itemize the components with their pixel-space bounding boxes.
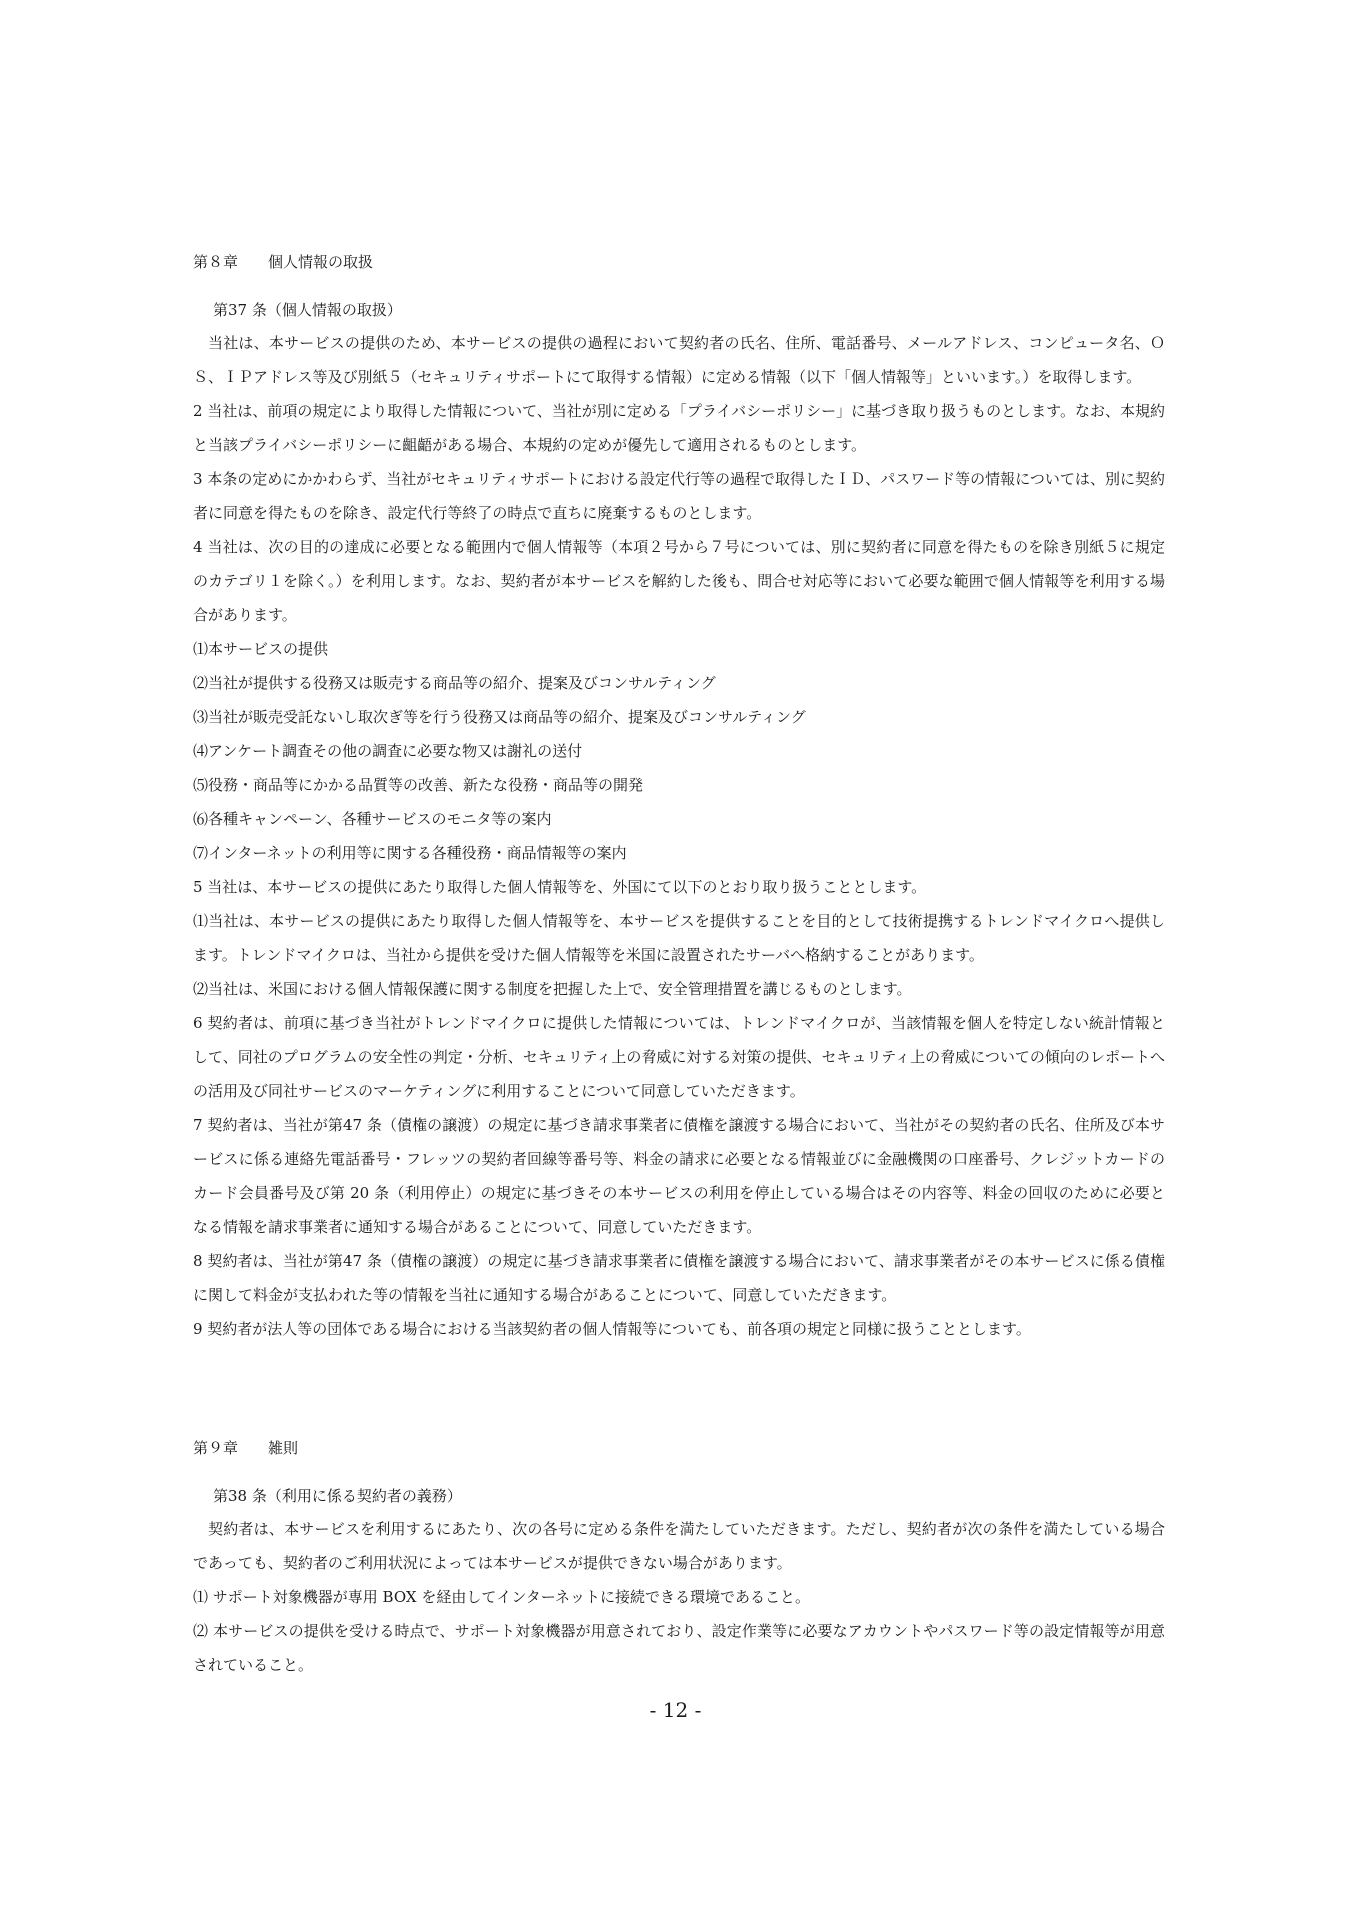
page-number: - 12 -: [649, 1698, 702, 1722]
list-item: ⑴ サポート対象機器が専用 BOX を経由してインターネットに接続できる環境であること。: [193, 1588, 810, 1606]
list-item: ⑴本サービスの提供: [193, 640, 329, 658]
paragraph: 9 契約者が法人等の団体である場合における当該契約者の個人情報等についても、前各項の規定と同様に扱うこととします。: [193, 1320, 1031, 1338]
list-item: ⑶当社が販売受託ないし取次ぎ等を行う役務又は商品等の紹介、提案及びコンサルティング: [193, 708, 806, 726]
list-item: ⑹各種キャンペーン、各種サービスのモニタ等の案内: [193, 810, 552, 828]
list-item: ⑺インターネットの利用等に関する各種役務・商品情報等の案内: [193, 844, 627, 862]
paragraph: 当社は、本サービスの提供のため、本サービスの提供の過程において契約者の氏名、住所、電話番号、メールアドレス、コンピュータ名、ＯＳ、ＩＰアドレス等及び別紙５（セキュリティサポートにて取得する情報）に定める情報（以下「個人情報等」といいます。）を取得します。: [193, 334, 1165, 386]
paragraph: 契約者は、本サービスを利用するにあたり、次の各号に定める条件を満たしていただきます。ただし、契約者が次の条件を満たしている場合であっても、契約者のご利用状況によっては本サービスが提供できない場合があります。: [193, 1520, 1165, 1572]
paragraph: 4 当社は、次の目的の達成に必要となる範囲内で個人情報等（本項２号から７号については、別に契約者に同意を得たものを除き別紙５に規定のカテゴリ１を除く。）を利用します。なお、契約者が本サービスを解約した後も、問合せ対応等において必要な範囲で個人情報等を利用する場合があります。: [193, 538, 1165, 624]
paragraph: 3 本条の定めにかかわらず、当社がセキュリティサポートにおける設定代行等の過程で取得したＩＤ、パスワード等の情報については、別に契約者に同意を得たものを除き、設定代行等終了の時点で直ちに廃棄するものとします。: [193, 470, 1165, 522]
list-item: ⑴当社は、本サービスの提供にあたり取得した個人情報等を、本サービスを提供することを目的として技術提携するトレンドマイクロへ提供します。トレンドマイクロは、当社から提供を受けた個人情報等を米国に設置されたサーバへ格納することがあります。: [193, 912, 1165, 964]
chapter-heading: 第９章 雑則: [193, 1439, 299, 1457]
list-item: ⑵当社が提供する役務又は販売する商品等の紹介、提案及びコンサルティング: [193, 674, 716, 692]
article-title: 第38 条（利用に係る契約者の義務）: [213, 1487, 462, 1505]
paragraph: 5 当社は、本サービスの提供にあたり取得した個人情報等を、外国にて以下のとおり取り扱うこととします。: [193, 878, 927, 896]
section-spacer: [193, 1346, 1165, 1438]
list-item: ⑸役務・商品等にかかる品質等の改善、新たな役務・商品等の開発: [193, 776, 644, 794]
paragraph: 6 契約者は、前項に基づき当社がトレンドマイクロに提供した情報については、トレンドマイクロが、当該情報を個人を特定しない統計情報として、同社のプログラムの安全性の判定・分析、セキュリティ上の脅威に対する対策の提供、セキュリティ上の脅威についての傾向のレポートへの活用及び同社サービスのマーケティングに利用することについて同意していただきます。: [193, 1014, 1165, 1100]
chapter-heading: 第８章 個人情報の取扱: [193, 253, 374, 271]
paragraph: 8 契約者は、当社が第47 条（債権の譲渡）の規定に基づき請求事業者に債権を譲渡する場合において、請求事業者がその本サービスに係る債権に関して料金が支払われた等の情報を当社に通知する場合があることについて、同意していただきます。: [193, 1252, 1165, 1304]
list-item: ⑵当社は、米国における個人情報保護に関する制度を把握した上で、安全管理措置を講じるものとします。: [193, 980, 912, 998]
list-item: ⑵ 本サービスの提供を受ける時点で、サポート対象機器が用意されており、設定作業等に必要なアカウントやパスワード等の設定情報等が用意されていること。: [193, 1622, 1165, 1674]
article-title: 第37 条（個人情報の取扱）: [213, 301, 402, 319]
document-body: [193, 252, 1165, 1682]
paragraph: 2 当社は、前項の規定により取得した情報について、当社が別に定める「プライバシーポリシー」に基づき取り扱うものとします。なお、本規約と当該プライバシーポリシーに齟齬がある場合、本規約の定めが優先して適用されるものとします。: [193, 402, 1165, 454]
paragraph: 7 契約者は、当社が第47 条（債権の譲渡）の規定に基づき請求事業者に債権を譲渡する場合において、当社がその契約者の氏名、住所及び本サービスに係る連絡先電話番号・フレッツの契約者回線等番号等、料金の請求に必要となる情報並びに金融機関の口座番号、クレジットカードのカード会員番号及び第 20 条（利用停止）の規定に基づきその本サービスの利用を停止している場合はその内容等、料金の回収のために必要となる情報を請求事業者に通知する場合があることについて、同意していただきます。: [193, 1116, 1165, 1236]
list-item: ⑷アンケート調査その他の調査に必要な物又は謝礼の送付: [193, 742, 583, 760]
